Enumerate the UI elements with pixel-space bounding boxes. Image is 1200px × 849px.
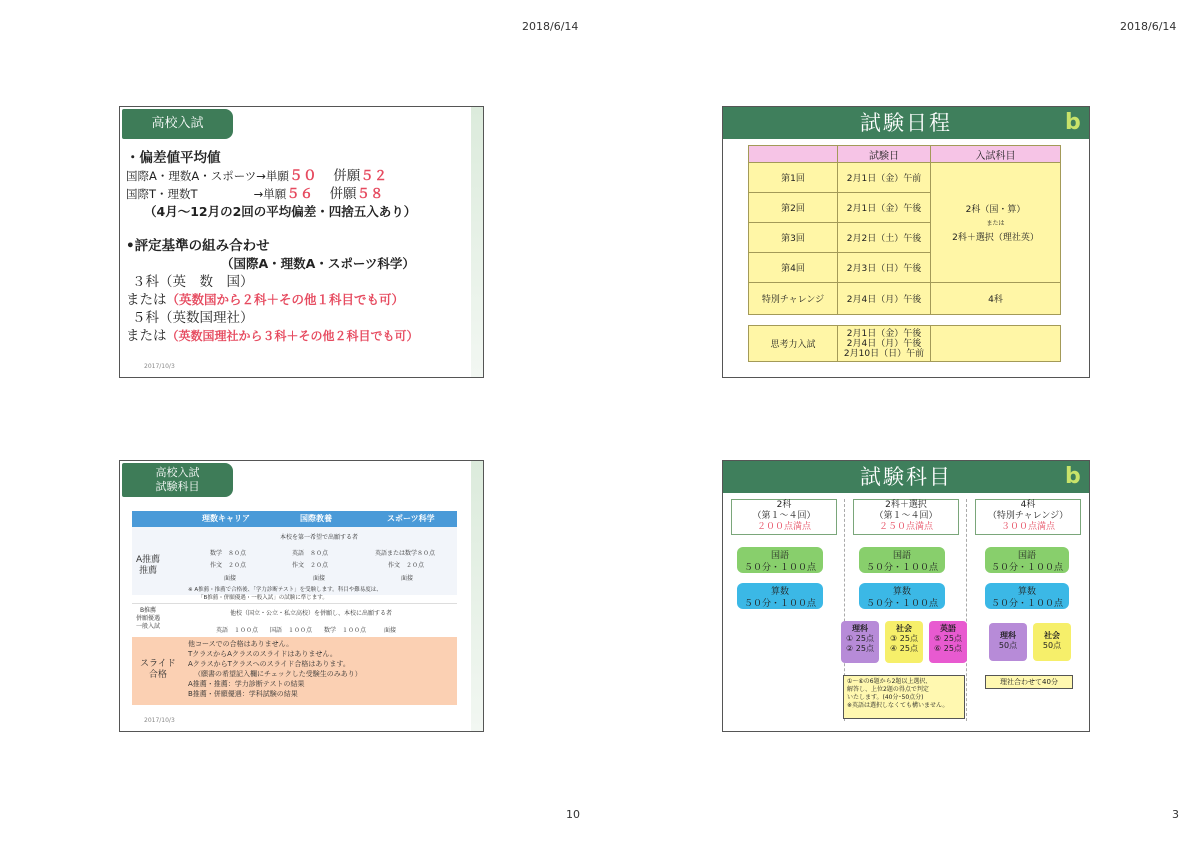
school-logo-icon: b — [1065, 110, 1081, 135]
col-header-science: 理数キャリア — [202, 514, 250, 523]
table-row-name: 第1回 — [749, 163, 838, 193]
a-row1-col3: 英語または数学８０点 — [375, 550, 436, 557]
line-average-note: （4月～12月の2回の平均偏差・四捨五入あり） — [144, 204, 417, 219]
kokugo-pill: 国語 ５０分・１００点 — [985, 547, 1069, 573]
elective-note: ①～⑥の6題から2題以上選択、 解答し、上位2題の得点で判定 いたします。(40分･50点分) ※英語は選択しなくても構いません。 — [843, 675, 965, 719]
heading-criteria: •評定基準の組み合わせ — [126, 238, 270, 254]
header-date-right: 2018/6/14 — [1120, 20, 1177, 33]
slide-pass-label: スライド 合格 — [140, 659, 176, 680]
sansu-pill: 算数 ５０分・１００点 — [985, 583, 1069, 609]
a-row2-col3: 作文 ２０点 — [388, 562, 425, 569]
table-row-date: 2月1日（金）午後 — [838, 193, 931, 223]
slide-entrance-exam — [119, 106, 484, 378]
slide-decoration-stripe — [471, 107, 483, 377]
slide-title: 試験科目 — [723, 461, 1089, 493]
table-row-name: 第4回 — [749, 253, 838, 283]
line-5-alt: または（英数国理社から３科＋その他２科目でも可） — [126, 328, 419, 344]
option-2-plus-elective: 2科＋選択 （第１～４回） ２５０点満点 — [853, 499, 959, 535]
option-4-subjects: 4科 （特別チャレンジ） ３００点満点 — [975, 499, 1081, 535]
col-header-intl: 国際教養 — [300, 514, 332, 523]
table-row-name: 特別チャレンジ — [749, 283, 838, 315]
shakai-elective: 社会 ③ 25点 ④ 25点 — [885, 621, 923, 663]
thinking-dates: 2月1日（金）午後 2月4日（月）午後 2月10日（日）午前 — [838, 326, 931, 362]
slide-title: 試験日程 — [723, 107, 1089, 139]
table-row-date: 2月3日（日）午後 — [838, 253, 931, 283]
page-number-left: 10 — [566, 808, 580, 821]
b-label: B推薦 併願優遇 一般入試 — [136, 607, 161, 630]
a-row1-col2: 英語 ８０点 — [292, 550, 329, 557]
b-description: 他校（国立・公立・私立高校）を併願し、本校に出願する者 — [230, 610, 393, 617]
subjects-cell: 2科（国・算） または 2科＋選択（理社英） — [931, 163, 1061, 283]
a-target: 本校を第一希望で出願する者 — [280, 534, 359, 541]
slide-decoration-stripe — [471, 461, 483, 731]
line-courses: （国際A・理数A・スポーツ科学） — [221, 256, 415, 271]
sansu-pill: 算数 ５０分・１００点 — [859, 583, 945, 609]
kokugo-pill: 国語 ５０分・１００点 — [859, 547, 945, 573]
option-2-subjects: 2科 （第１～４回） ２００点満点 — [731, 499, 837, 535]
slide-title: 高校入試 — [122, 109, 233, 139]
a-row2-col1: 作文 ２０点 — [210, 562, 247, 569]
a-row3-col3: 面接 — [401, 575, 414, 582]
slide-date: 2017/10/3 — [144, 363, 175, 370]
a-recommend-label: A推薦 推薦 — [136, 555, 161, 576]
thinking-exam-table — [748, 325, 1061, 362]
thinking-label: 思考力入試 — [749, 326, 838, 362]
line-3-subjects: ３科（英 数 国） — [132, 274, 254, 290]
table-row-date: 2月1日（金）午前 — [838, 163, 931, 193]
line-t-class: 国際T・理数T →単願５６ 併願５８ — [126, 186, 384, 202]
eigo-elective: 英語 ⑤ 25点 ⑥ 25点 — [929, 621, 967, 663]
table-row-name: 第3回 — [749, 223, 838, 253]
course-header-bar — [132, 511, 457, 527]
sansu-pill: 算数 ５０分・１００点 — [737, 583, 823, 609]
rika-elective: 理科 ① 25点 ② 25点 — [841, 621, 879, 663]
col-header-sports: スポーツ科学 — [387, 514, 435, 523]
col-header-date: 試験日 — [838, 146, 931, 163]
table-corner — [749, 146, 838, 163]
header-date-left: 2018/6/14 — [522, 20, 579, 33]
slide-exam-subjects — [722, 460, 1090, 732]
b-subjects: 英語 １００点 国語 １００点 数学 １００点 面接 — [216, 627, 397, 634]
column-divider — [966, 499, 967, 721]
page-number-right: 3 — [1172, 808, 1179, 821]
slide-title: 高校入試 試験科目 — [122, 463, 233, 497]
a-row3-col2: 面接 — [313, 575, 326, 582]
shakai-subject: 社会 50点 — [1033, 623, 1071, 661]
science-social-time-note: 理社合わせて40分 — [985, 675, 1073, 689]
thinking-subjects — [931, 326, 1061, 362]
line-a-class: 国際A・理数A・スポーツ→単願５０ 併願５２ — [126, 168, 388, 184]
a-row1-col1: 数学 ８０点 — [210, 550, 247, 557]
slide-date: 2017/10/3 — [144, 717, 175, 724]
school-logo-icon: b — [1065, 464, 1081, 489]
a-row2-col2: 作文 ２０点 — [292, 562, 329, 569]
table-row-date: 2月4日（月）午後 — [838, 283, 931, 315]
rika-subject: 理科 50点 — [989, 623, 1027, 661]
table-row-name: 第2回 — [749, 193, 838, 223]
slide-pass-details: 他コースでの合格はありません。 TクラスからAクラスのスライドはありません。 AクラスからTクラスへのスライド合格はあります。 （願書の希望記入欄にチェックした受験生のみあり） A推薦・推薦：学力診断テストの結果 B推薦・併願優遇：学科試験の結果 — [188, 640, 362, 698]
col-header-subjects: 入試科目 — [931, 146, 1061, 163]
schedule-table — [748, 145, 1061, 315]
table-row-date: 2月2日（土）午後 — [838, 223, 931, 253]
subjects-special: 4科 — [931, 283, 1061, 315]
a-note-line2: 「B推薦・併願優遇・一般入試」の試験に準じます。 — [198, 595, 328, 601]
slide-hs-subjects — [119, 460, 484, 732]
slide-body — [126, 149, 471, 345]
a-row3-col1: 面接 — [224, 575, 237, 582]
line-3-alt: または（英数国から２科＋その他１科目でも可） — [126, 292, 405, 308]
a-note-line1: ※ A推薦・推薦で合格後、「学力診断テスト」を受験します。科目や難易度は、 — [188, 587, 382, 593]
slide-exam-schedule — [722, 106, 1090, 378]
line-5-subjects: ５科（英数国理社） — [132, 310, 254, 326]
heading-deviation: ・偏差値平均値 — [126, 150, 221, 166]
kokugo-pill: 国語 ５０分・１００点 — [737, 547, 823, 573]
